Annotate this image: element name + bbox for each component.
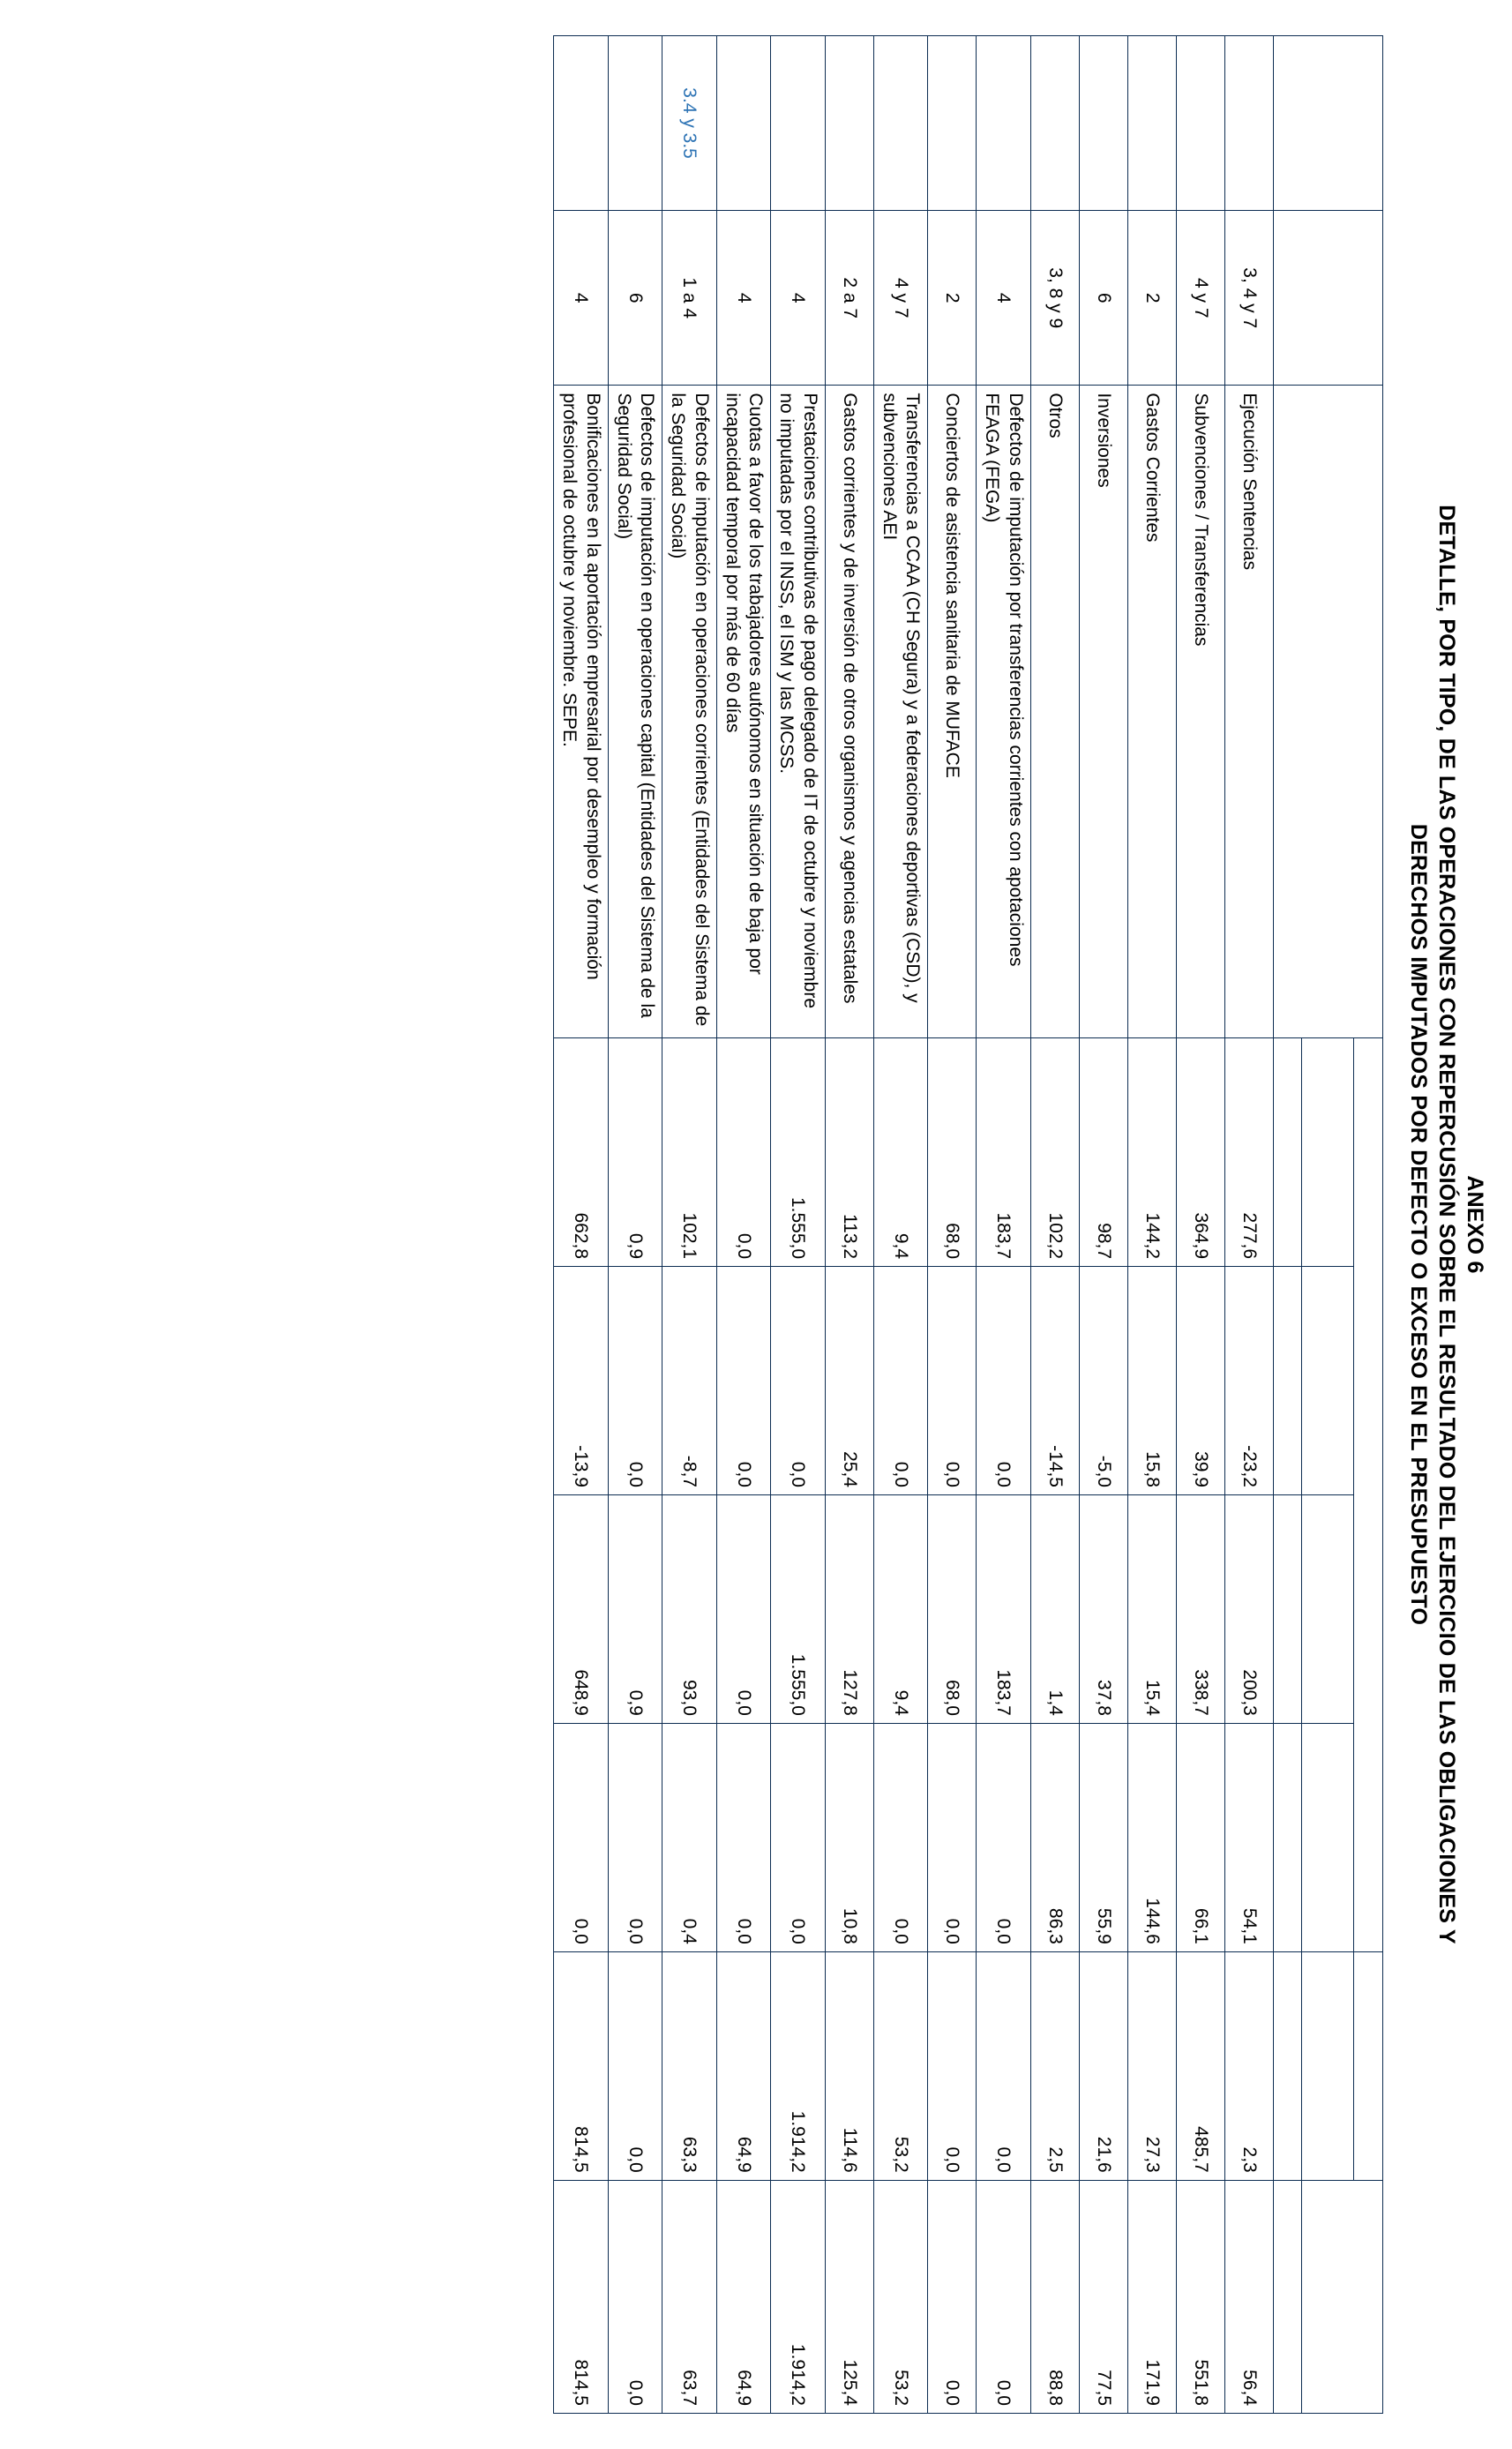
cell-pendientes-aplicar-presupuesto: 2,5 (1030, 1951, 1079, 2180)
cell-concepto: Gastos corrientes y de inversión de otros organismos y agencias estatales (825, 386, 873, 1038)
cell-rectificaciones: -5,0 (1079, 1267, 1127, 1495)
table-row (608, 36, 662, 2414)
cell-pendientes-31-12-22: 144,2 (1127, 1038, 1176, 1267)
cell-total-pendiente: 56,4 (1224, 2180, 1273, 2413)
header-number-c6: (6) = (4) + (5) (1273, 2180, 1301, 2413)
table-row (771, 36, 826, 2414)
header-pendientes-aplicar-presupuesto: Pendientes de aplicar a Presupuesto (1301, 1951, 1353, 2180)
cell-aplicadas-2023: 1,4 (1030, 1494, 1079, 1723)
cell-aplicadas-2023: 200,3 (1224, 1494, 1273, 1723)
table-row (554, 36, 609, 2414)
header-pendientes-31-12-23: Pendientes de aplicación a 31/12/23 (1301, 1723, 1353, 1951)
cell-pendientes-31-12-22: 102,1 (662, 1038, 717, 1267)
table-body (554, 36, 1274, 2414)
header-number-c2: (2) (1273, 1267, 1301, 1495)
cell-parrafo (554, 36, 609, 211)
cell-total-pendiente: 88,8 (1030, 2180, 1079, 2413)
cell-capitulo: 3, 8 y 9 (1030, 211, 1079, 386)
cell-total-pendiente: 125,4 (825, 2180, 873, 2413)
table-row (662, 36, 717, 2414)
cell-capitulo: 4 (716, 211, 771, 386)
table-row (1224, 36, 1273, 2414)
cell-total-pendiente: 0,0 (977, 2180, 1031, 2413)
table-row (873, 36, 928, 2414)
document-title-block (1392, 0, 1512, 2449)
cell-concepto: Transferencias a CCAA (CH Segura) y a federaciones deportivas (CSD), y subvenciones AEI (873, 386, 928, 1038)
document-title-line-1: DETALLE, POR TIPO, DE LAS OPERACIONES CON REPERCUSIÓN SOBRE EL RESULTADO DEL EJERCICIO DE LAS OBLIGACIONES Y (1434, 505, 1459, 1944)
cell-total-pendiente: 814,5 (554, 2180, 609, 2413)
cell-parrafo (1127, 36, 1176, 211)
cell-capitulo: 4 y 7 (1176, 211, 1224, 386)
cell-pendientes-aplicar-presupuesto: 27,3 (1127, 1951, 1176, 2180)
cell-aplicadas-2023: 0,0 (716, 1494, 771, 1723)
cell-aplicadas-2023: 15,4 (1127, 1494, 1176, 1723)
cell-pendientes-31-12-22: 0,0 (716, 1038, 771, 1267)
cell-parrafo (1079, 36, 1127, 211)
cell-pendientes-aplicar-presupuesto: 2,3 (1224, 1951, 1273, 2180)
cell-rectificaciones: -14,5 (1030, 1267, 1079, 1495)
header-aplicadas-2023: Aplicadas en 2023 (1301, 1494, 1353, 1723)
header-number-c5: (5) (1273, 1951, 1301, 2180)
cell-pendientes-31-12-23: 0,0 (873, 1723, 928, 1951)
cell-concepto: Ejecución Sentencias (1224, 386, 1273, 1038)
header-number-c1: (1) (1273, 1038, 1301, 1267)
cell-total-pendiente: 63,7 (662, 2180, 717, 2413)
cell-pendientes-31-12-23: 66,1 (1176, 1723, 1224, 1951)
cell-concepto: Defectos de imputación por transferencias corrientes con apotaciones FEAGA (FEGA) (977, 386, 1031, 1038)
cell-total-pendiente: 64,9 (716, 2180, 771, 2413)
cell-rectificaciones: 0,0 (608, 1267, 662, 1495)
cell-pendientes-31-12-22: 113,2 (825, 1038, 873, 1267)
cell-rectificaciones: -8,7 (662, 1267, 717, 1495)
cell-parrafo (716, 36, 771, 211)
cell-pendientes-aplicar-presupuesto: 485,7 (1176, 1951, 1224, 2180)
cell-total-pendiente: 171,9 (1127, 2180, 1176, 2413)
cell-pendientes-31-12-22: 277,6 (1224, 1038, 1273, 1267)
header-rectificaciones: Rectificaciones (1301, 1267, 1353, 1495)
table-row (977, 36, 1031, 2414)
cell-concepto: Defectos de imputación en operaciones capital (Entidades del Sistema de la Seguridad Social) (608, 386, 662, 1038)
cell-rectificaciones: 0,0 (873, 1267, 928, 1495)
cell-aplicadas-2023: 37,8 (1079, 1494, 1127, 1723)
table-container (553, 0, 1392, 2449)
cell-pendientes-31-12-22: 662,8 (554, 1038, 609, 1267)
cell-pendientes-31-12-23: 10,8 (825, 1723, 873, 1951)
cell-capitulo: 2 (928, 211, 977, 386)
header-group-prev-operations: Operaciones de ejercicios anteriores / posteriores (-) (1354, 1038, 1383, 1952)
cell-pendientes-31-12-22: 1.555,0 (771, 1038, 826, 1267)
table-head (1273, 36, 1382, 2414)
table-row (928, 36, 977, 2414)
cell-capitulo: 2 (1127, 211, 1176, 386)
cell-concepto: Subvenciones / Transferencias (1176, 386, 1224, 1038)
cell-pendientes-31-12-23: 54,1 (1224, 1723, 1273, 1951)
table-row (1176, 36, 1224, 2414)
cell-pendientes-aplicar-presupuesto: 1.914,2 (771, 1951, 826, 2180)
cell-pendientes-31-12-23: 86,3 (1030, 1723, 1079, 1951)
cell-parrafo (771, 36, 826, 211)
cell-total-pendiente: 0,0 (928, 2180, 977, 2413)
header-number-c3: (3) (1273, 1494, 1301, 1723)
cell-pendientes-31-12-23: 0,0 (716, 1723, 771, 1951)
header-group-row (1354, 36, 1383, 2414)
cell-concepto: Cuotas a favor de los trabajadores autónomos en situación de baja por incapacidad temporal por más de 60 días (716, 386, 771, 1038)
cell-total-pendiente: 1.914,2 (771, 2180, 826, 2413)
cell-capitulo: 6 (1079, 211, 1127, 386)
cell-pendientes-31-12-23: 0,0 (554, 1723, 609, 1951)
cell-aplicadas-2023: 9,4 (873, 1494, 928, 1723)
cell-pendientes-aplicar-presupuesto: 53,2 (873, 1951, 928, 2180)
cell-concepto: Prestaciones contributivas de pago delegado de IT de octubre y noviembre no imputadas por el INSS, el ISM y las MCSS. (771, 386, 826, 1038)
cell-rectificaciones: 25,4 (825, 1267, 873, 1495)
cell-pendientes-aplicar-presupuesto: 0,0 (977, 1951, 1031, 2180)
cell-rectificaciones: 0,0 (771, 1267, 826, 1495)
cell-aplicadas-2023: 68,0 (928, 1494, 977, 1723)
annex-label: ANEXO 6 (1463, 1175, 1487, 1274)
cell-concepto: Bonificaciones en la aportación empresarial por desempleo y formación profesional de octubre y noviembre. SEPE. (554, 386, 609, 1038)
cell-concepto: Otros (1030, 386, 1079, 1038)
cell-rectificaciones: 0,0 (716, 1267, 771, 1495)
cell-rectificaciones: 0,0 (928, 1267, 977, 1495)
cell-aplicadas-2023: 127,8 (825, 1494, 873, 1723)
cell-capitulo: 4 (771, 211, 826, 386)
table-row (1079, 36, 1127, 2414)
cell-total-pendiente: 551,8 (1176, 2180, 1224, 2413)
cell-parrafo (977, 36, 1031, 211)
cell-pendientes-31-12-23: 0,0 (928, 1723, 977, 1951)
table-row (1030, 36, 1079, 2414)
cell-aplicadas-2023: 648,9 (554, 1494, 609, 1723)
table-row (1127, 36, 1176, 2414)
cell-concepto: Defectos de imputación en operaciones corrientes (Entidades del Sistema de la Seguridad Social) (662, 386, 717, 1038)
cell-parrafo (928, 36, 977, 211)
header-pendientes-31-12-22: Pendientes de aplicación a 31/12/22 (1301, 1038, 1353, 1267)
cell-aplicadas-2023: 183,7 (977, 1494, 1031, 1723)
cell-aplicadas-2023: 1.555,0 (771, 1494, 826, 1723)
cell-parrafo (825, 36, 873, 211)
cell-aplicadas-2023: 338,7 (1176, 1494, 1224, 1723)
cell-aplicadas-2023: 93,0 (662, 1494, 717, 1723)
cell-pendientes-31-12-23: 0,0 (608, 1723, 662, 1951)
cell-rectificaciones: 15,8 (1127, 1267, 1176, 1495)
cell-pendientes-31-12-23: 0,0 (771, 1723, 826, 1951)
cell-parrafo (873, 36, 928, 211)
cell-capitulo: 6 (608, 211, 662, 386)
cell-pendientes-31-12-22: 102,2 (1030, 1038, 1079, 1267)
cell-total-pendiente: 53,2 (873, 2180, 928, 2413)
cell-pendientes-31-12-22: 0,9 (608, 1038, 662, 1267)
cell-pendientes-aplicar-presupuesto: 0,0 (928, 1951, 977, 2180)
cell-capitulo: 4 (554, 211, 609, 386)
cell-pendientes-aplicar-presupuesto: 63,3 (662, 1951, 717, 2180)
cell-concepto: Conciertos de asistencia sanitaria de MUFACE (928, 386, 977, 1038)
header-capitulo: Capítulo (1273, 211, 1382, 386)
cell-aplicadas-2023: 0,9 (608, 1494, 662, 1723)
cell-pendientes-31-12-22: 9,4 (873, 1038, 928, 1267)
cell-pendientes-aplicar-presupuesto: 114,6 (825, 1951, 873, 2180)
header-group-ops-2023: Operaciones de 2023 (1354, 1951, 1383, 2180)
cell-parrafo (1030, 36, 1079, 211)
header-number-c4: (4)=(1)+(2)-(3) (1273, 1723, 1301, 1951)
cell-pendientes-31-12-23: 0,4 (662, 1723, 717, 1951)
cell-rectificaciones: 0,0 (977, 1267, 1031, 1495)
cell-pendientes-aplicar-presupuesto: 0,0 (608, 1951, 662, 2180)
cell-pendientes-31-12-23: 144,6 (1127, 1723, 1176, 1951)
cell-parrafo (1176, 36, 1224, 211)
cell-pendientes-31-12-22: 98,7 (1079, 1038, 1127, 1267)
cell-rectificaciones: -23,2 (1224, 1267, 1273, 1495)
cell-rectificaciones: -13,9 (554, 1267, 609, 1495)
header-total-pendiente: Total pendiente de aplicación a 31/12/23 (1301, 2180, 1382, 2413)
cell-pendientes-31-12-22: 183,7 (977, 1038, 1031, 1267)
cell-total-pendiente: 77,5 (1079, 2180, 1127, 2413)
cell-total-pendiente: 0,0 (608, 2180, 662, 2413)
header-parrafo: Párrafo (1273, 36, 1382, 211)
cell-concepto: Inversiones (1079, 386, 1127, 1038)
cell-pendientes-aplicar-presupuesto: 21,6 (1079, 1951, 1127, 2180)
table-row (716, 36, 771, 2414)
table-row (825, 36, 873, 2414)
cell-pendientes-31-12-23: 55,9 (1079, 1723, 1127, 1951)
cell-capitulo: 3, 4 y 7 (1224, 211, 1273, 386)
cell-pendientes-31-12-22: 364,9 (1176, 1038, 1224, 1267)
cell-parrafo: 3.4 y 3.5 (662, 36, 717, 211)
cell-pendientes-31-12-23: 0,0 (977, 1723, 1031, 1951)
anexo-table (553, 35, 1383, 2414)
document-title-line-2: DERECHOS IMPUTADOS POR DEFECTO O EXCESO EN EL PRESUPUESTO (1406, 823, 1431, 1626)
cell-concepto: Gastos Corrientes (1127, 386, 1176, 1038)
cell-pendientes-aplicar-presupuesto: 814,5 (554, 1951, 609, 2180)
cell-capitulo: 4 y 7 (873, 211, 928, 386)
cell-parrafo (608, 36, 662, 211)
cell-parrafo (1224, 36, 1273, 211)
cell-capitulo: 1 a 4 (662, 211, 717, 386)
cell-pendientes-aplicar-presupuesto: 64,9 (716, 1951, 771, 2180)
cell-capitulo: 4 (977, 211, 1031, 386)
cell-rectificaciones: 39,9 (1176, 1267, 1224, 1495)
cell-capitulo: 2 a 7 (825, 211, 873, 386)
cell-pendientes-31-12-22: 68,0 (928, 1038, 977, 1267)
header-concepto: Concepto (1273, 386, 1382, 1038)
